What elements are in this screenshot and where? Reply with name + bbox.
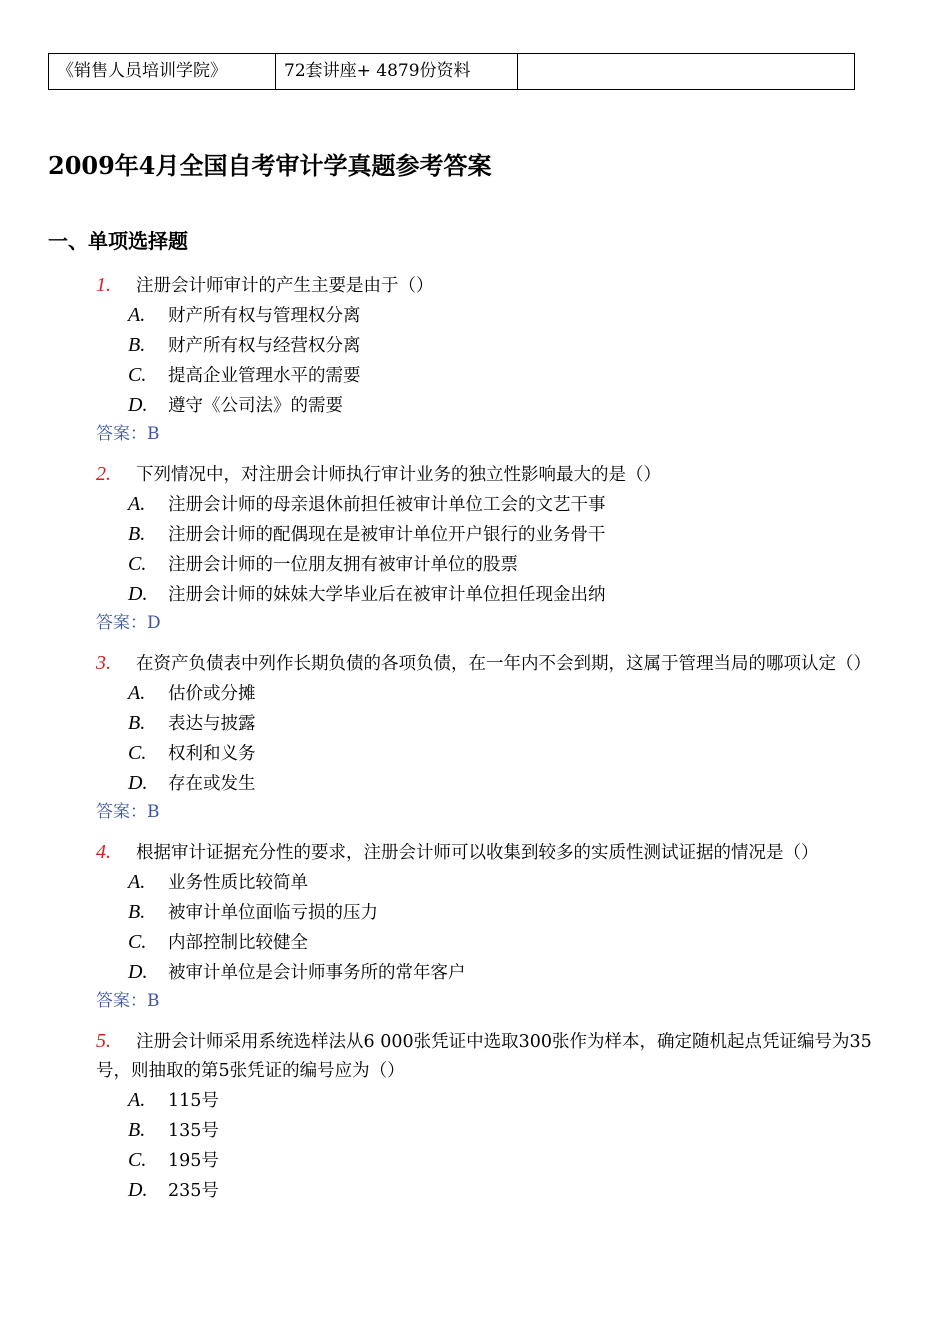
option-letter: C. [128,553,147,575]
question-number: 2. [96,463,111,485]
question-3 [96,649,906,826]
option-text: 注册会计师的妹妹大学毕业后在被审计单位担任现金出纳 [168,585,606,605]
question-list [96,271,906,1218]
option-letter: A. [128,304,146,326]
option-b [96,1116,906,1146]
header-cell-empty [518,54,855,90]
option-letter: B. [128,901,146,923]
option-d [96,958,906,988]
option-letter: A. [128,871,146,893]
page-title: 2009年4月全国自考审计学真题参考答案 [48,151,492,180]
option-b [96,898,906,928]
question-stem [96,460,906,490]
answer-text: 答案：B [96,802,160,822]
option-letter: C. [128,931,147,953]
section-heading: 一、单项选择题 [48,229,188,253]
option-text: 遵守《公司法》的需要 [168,396,343,416]
option-c [96,928,906,958]
question-4 [96,838,906,1015]
option-b [96,331,906,361]
question-text: 注册会计师采用系统选样法从6 000张凭证中选取300张作为样本，确定随机起点凭证编号为35号，则抽取的第5张凭证的编号应为（） [96,1032,872,1081]
option-text: 135号 [168,1121,219,1141]
question-number: 3. [96,652,111,674]
option-text: 195号 [168,1151,219,1171]
option-text: 被审计单位面临亏损的压力 [168,903,378,923]
question-5 [96,1027,906,1206]
option-letter: B. [128,334,146,356]
option-d [96,391,906,421]
question-number: 1. [96,274,111,296]
option-letter: D. [128,583,148,605]
option-text: 被审计单位是会计师事务所的常年客户 [168,963,466,983]
question-number: 5. [96,1030,111,1052]
option-text: 权利和义务 [168,744,256,764]
option-a [96,301,906,331]
option-c [96,361,906,391]
option-letter: B. [128,712,146,734]
answer-text: 答案：D [96,613,161,633]
question-number: 4. [96,841,111,863]
question-text: 在资产负债表中列作长期负债的各项负债，在一年内不会到期，这属于管理当局的哪项认定（） [136,654,871,674]
option-a [96,490,906,520]
option-text: 财产所有权与管理权分离 [168,306,361,326]
header-cell-materials: 72套讲座+ 4879份资料 [276,54,518,90]
option-letter: B. [128,523,146,545]
question-2 [96,460,906,637]
option-letter: D. [128,961,148,983]
option-b [96,520,906,550]
answer-text: 答案：B [96,424,160,444]
option-text: 估价或分摊 [168,684,256,704]
question-1 [96,271,906,448]
option-text: 内部控制比较健全 [168,933,308,953]
option-text: 115号 [168,1091,219,1111]
question-stem [96,838,906,868]
option-text: 财产所有权与经营权分离 [168,336,361,356]
option-text: 注册会计师的配偶现在是被审计单位开户银行的业务骨干 [168,525,606,545]
question-text: 根据审计证据充分性的要求，注册会计师可以收集到较多的实质性测试证据的情况是（） [136,843,819,863]
option-letter: C. [128,742,147,764]
option-text: 提高企业管理水平的需要 [168,366,361,386]
option-a [96,679,906,709]
question-stem [96,271,906,301]
option-d [96,769,906,799]
option-text: 235号 [168,1181,219,1201]
option-b [96,709,906,739]
option-letter: D. [128,394,148,416]
option-a [96,868,906,898]
option-d [96,580,906,610]
option-text: 表达与披露 [168,714,256,734]
option-c [96,550,906,580]
option-letter: A. [128,493,146,515]
option-letter: C. [128,1149,147,1171]
option-letter: B. [128,1119,146,1141]
option-d [96,1176,906,1206]
option-letter: A. [128,1089,146,1111]
option-letter: D. [128,1179,148,1201]
option-letter: A. [128,682,146,704]
option-text: 注册会计师的一位朋友拥有被审计单位的股票 [168,555,518,575]
option-text: 注册会计师的母亲退休前担任被审计单位工会的文艺干事 [168,495,606,515]
question-text: 下列情况中，对注册会计师执行审计业务的独立性影响最大的是（） [136,465,661,485]
question-stem [96,1027,906,1086]
option-letter: D. [128,772,148,794]
question-stem [96,649,906,679]
option-a [96,1086,906,1116]
header-table [48,53,855,90]
header-cell-course: 《销售人员培训学院》 [49,54,276,90]
option-text: 存在或发生 [168,774,256,794]
answer-text: 答案：B [96,991,160,1011]
option-c [96,739,906,769]
option-letter: C. [128,364,147,386]
question-text: 注册会计师审计的产生主要是由于（） [136,276,434,296]
option-text: 业务性质比较简单 [168,873,308,893]
option-c [96,1146,906,1176]
